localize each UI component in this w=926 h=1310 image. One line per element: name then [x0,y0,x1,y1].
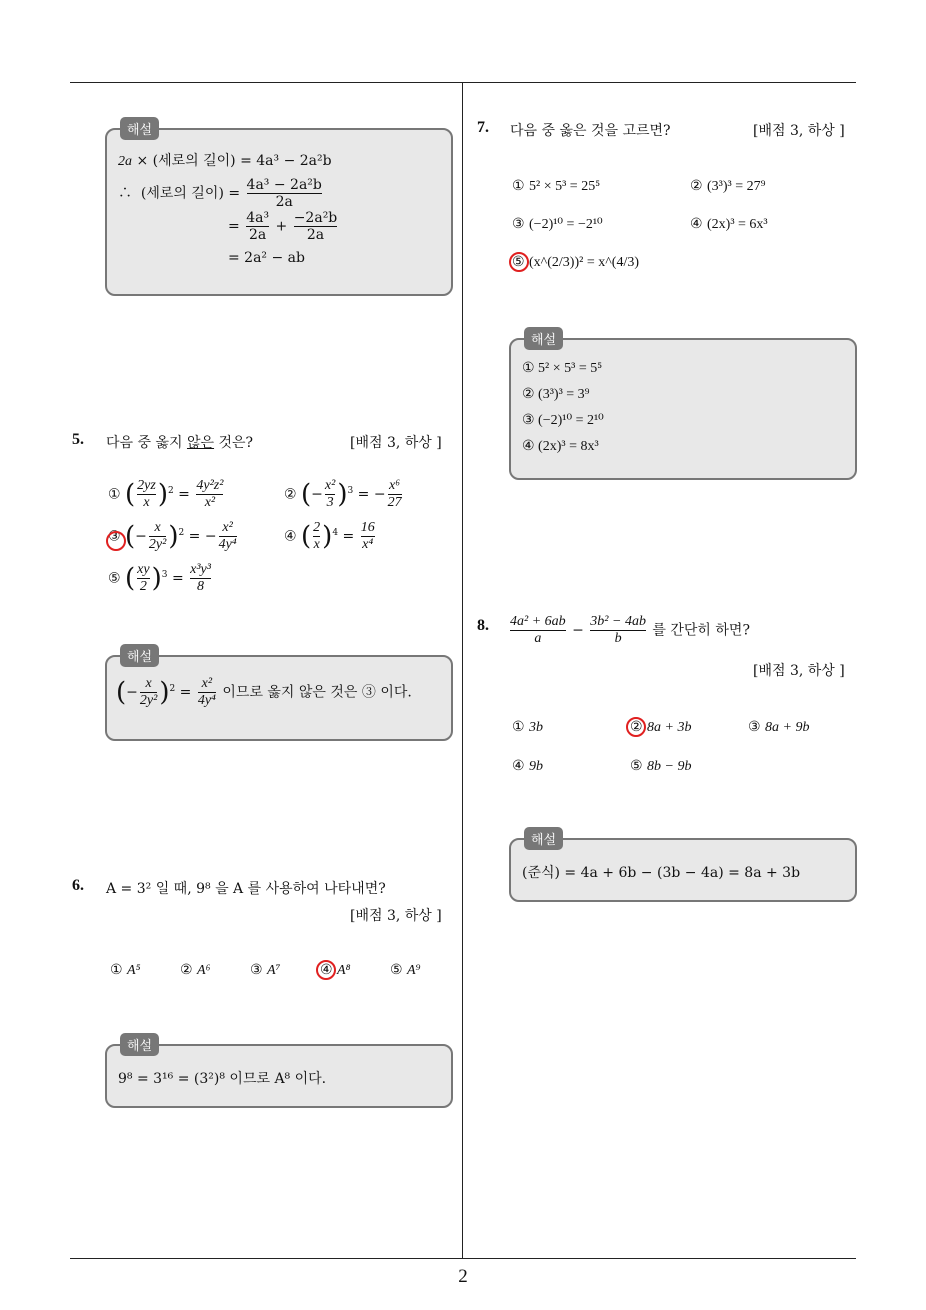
q6-meta: [배점 3, 하상 ] [350,908,442,924]
q7-solution-line4: ④ (2x)³ = 8x³ [522,439,599,454]
q5-solution-text: (− $\frac{x}{\text{2y²}}$ )$^2$ = $\frac{\text{x²}}{\text{4y⁴}}$ 이므로 옳지 않은 것은 ③ 이다. [116,676,412,709]
q7-option-3[interactable]: ③ (−2)¹⁰ = −2¹⁰ [512,216,603,232]
q8-solution-text: (준식) = 4a + 6b − (3b − 4a) = 8a + 3b [522,865,801,881]
q7-solution-line3: ③ (−2)¹⁰ = 2¹⁰ [522,413,604,428]
q7-solution-line2: ② (3³)³ = 3⁹ [522,387,590,402]
q7-option-1[interactable]: ① 5² × 5³ = 25⁵ [512,178,601,194]
q8-option-3[interactable]: ③ 8a + 9b [748,719,810,735]
q6-option-4[interactable]: ④ A⁸ [320,962,351,978]
q6-option-2[interactable]: ② A⁶ [180,962,211,978]
q6-solution-text: 9⁸ = 3¹⁶ = (3²)⁸ 이므로 A⁸ 이다. [118,1071,327,1087]
q8-number: 8. [477,617,489,634]
column-divider [462,83,463,1259]
q6-answer-mark [316,960,336,980]
q7-solution-tag: 해설 [524,327,563,350]
q8-option-4[interactable]: ④ 9b [512,758,544,774]
q7-number: 7. [477,119,489,136]
q5-option-5[interactable]: ⑤ ( $\frac{xy}{2}$ )$^3$ = $\frac{\text{x³y³}}{8}$ [108,562,211,595]
q5-option-2[interactable]: ② (− $\frac{\text{x²}}{3}$ )$^3$ = − $\frac{\text{x⁶}}{27}$ [284,478,402,511]
q4-solution-line2: ∴ (세로의 길이) = $\frac{\text{4a³ − 2a²b}}{2a}$ [118,177,322,211]
q4-solution-tag: 해설 [120,117,159,140]
q5-solution-tag: 해설 [120,644,159,667]
q8-option-2[interactable]: ② 8a + 3b [630,719,692,735]
q7-meta: [배점 3, 하상 ] [753,123,845,139]
q8-question: $\frac{\text{4a² + 6ab}}{a}$ − $\frac{\text{3b² − 4ab}}{b}$ 를 간단히 하면? [510,614,750,647]
q6-solution-tag: 해설 [120,1033,159,1056]
q6-number: 6. [72,877,84,894]
q5-option-1[interactable]: ① ( $\frac{2yz}{x}$ )$^2$ = $\frac{\text{4y²z²}}{\text{x²}}$ [108,478,224,511]
q5-question: 다음 중 옳지 않은 것은? [106,435,254,451]
q7-solution-line1: ① 5² × 5³ = 5⁵ [522,361,603,376]
q7-option-5[interactable]: ⑤ (x^(2/3))² = x^(4/3) [512,254,639,270]
q7-answer-mark [509,252,529,272]
q6-option-1[interactable]: ① A⁵ [110,962,141,978]
q8-answer-mark [626,717,646,737]
q6-option-5[interactable]: ⑤ A⁹ [390,962,421,978]
q4-solution-line3: = $\frac{\text{4a³}}{2a}$ + $\frac{\text{−2a²b}}{2a}$ [228,210,338,244]
q8-option-1[interactable]: ① 3b [512,719,544,735]
q5-meta: [배점 3, 하상 ] [350,435,442,451]
q7-option-2[interactable]: ② (3³)³ = 27⁹ [690,178,766,194]
q5-answer-mark [106,531,126,551]
q4-solution-line4: = 2a² − ab [228,250,305,266]
top-rule [70,82,856,83]
q5-option-4[interactable]: ④ ( $\frac{2}{x}$ )$^4$ = $\frac{16}{\text{x⁴}}$ [284,520,375,553]
q8-meta: [배점 3, 하상 ] [753,663,845,679]
q8-solution-tag: 해설 [524,827,563,850]
q5-number: 5. [72,431,84,448]
q7-question: 다음 중 옳은 것을 고르면? [510,123,671,139]
q7-option-4[interactable]: ④ (2x)³ = 6x³ [690,216,768,232]
bottom-rule [70,1258,856,1259]
q6-question: A = 3² 일 때, 9⁸ 을 A 를 사용하여 나타내면? [106,881,386,897]
q6-option-3[interactable]: ③ A⁷ [250,962,281,978]
q8-option-5[interactable]: ⑤ 8b − 9b [630,758,692,774]
page-number: 2 [458,1266,468,1287]
q5-option-3[interactable]: ③ (− $\frac{x}{\text{2y²}}$ )$^2$ = − $\frac{\text{x²}}{\text{4y⁴}}$ [108,520,237,553]
q4-solution-line1: 2a × (세로의 길이) = 4a³ − 2a²b [118,153,332,169]
